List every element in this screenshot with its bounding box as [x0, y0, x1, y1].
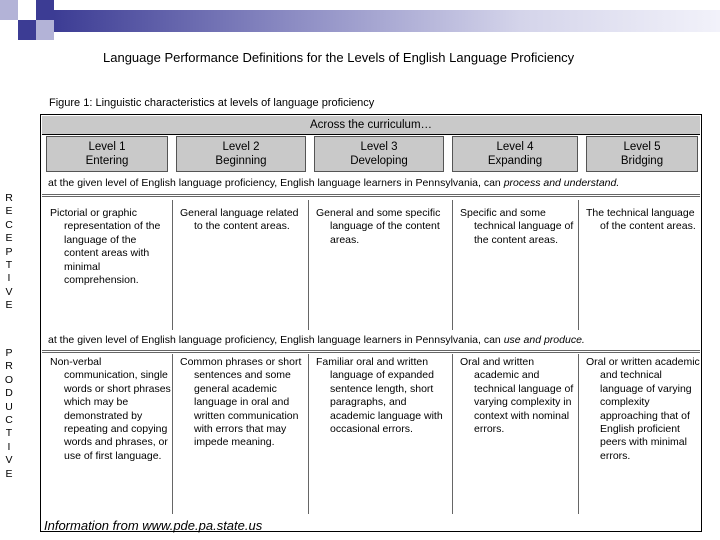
receptive-level-5-cell: The technical language of the content areas. — [586, 207, 696, 233]
productive-level-1-cell: Non-verbal communication, single words or short phrases which may be demonstrated by repeating and copying words and phrases, or use of first language. — [50, 356, 171, 462]
column-divider — [308, 200, 309, 330]
level-label: Developing — [350, 155, 408, 167]
level-3-header — [314, 136, 444, 172]
figure-caption: Figure 1: Linguistic characteristics at levels of language proficiency — [49, 97, 375, 109]
productive-level-2-cell: Common phrases or short sentences and some general academic language in oral and written communication with errors that may impede meaning. — [180, 356, 302, 449]
divider — [42, 352, 700, 353]
productive-level-3-cell: Familiar oral and written language of expanded sentence length, short paragraphs, and academic language with occasional errors. — [316, 356, 443, 436]
productive-level-5-cell: Oral or written academic and technical language of varying complexity approaching that of English proficient peers with minimal errors. — [586, 356, 700, 462]
level-label: Beginning — [215, 155, 267, 167]
receptive-row — [42, 207, 700, 327]
deco-square — [0, 0, 18, 20]
level-5-header — [586, 136, 698, 172]
column-divider — [172, 200, 173, 330]
receptive-level-4-cell: Specific and some technical language of the content areas. — [460, 207, 574, 246]
column-divider — [578, 354, 579, 514]
deco-square — [36, 20, 54, 40]
receptive-level-1-cell: Pictorial or graphic representation of the language of the content areas with minimal comprehension. — [50, 207, 161, 287]
level-number: Level 5 — [623, 141, 661, 153]
slide-title: Language Performance Definitions for the Levels of English Language Proficiency — [103, 50, 575, 65]
divider — [42, 350, 700, 351]
deco-square — [18, 0, 36, 20]
productive-row — [42, 356, 700, 506]
deco-square — [0, 20, 18, 40]
level-number: Level 1 — [88, 141, 126, 153]
receptive-level-2-cell: General language related to the content areas. — [180, 207, 299, 233]
receptive-subheading: at the given level of English language proficiency, English language learners in Pennsylvania, can process and understand. — [48, 177, 620, 189]
column-divider — [452, 200, 453, 330]
deco-gradient-bar — [54, 10, 720, 32]
level-header-row — [42, 136, 700, 174]
receptive-side-label: R E C E P T I V E — [5, 192, 13, 312]
productive-side-label: P R O D U C T I V E — [4, 347, 14, 480]
column-divider — [172, 354, 173, 514]
curriculum-banner: Across the curriculum… — [42, 116, 700, 135]
receptive-level-3-cell: General and some specific language of the content areas. — [316, 207, 441, 246]
level-1-header — [46, 136, 168, 172]
level-number: Level 3 — [360, 141, 398, 153]
deco-square — [36, 0, 54, 20]
level-label: Bridging — [620, 155, 664, 167]
productive-level-4-cell: Oral and written academic and technical language of varying complexity in context with nominal errors. — [460, 356, 574, 436]
source-footer: Information from www.pde.pa.state.us — [44, 518, 263, 533]
column-divider — [308, 354, 309, 514]
deco-square — [18, 20, 36, 40]
header-decoration — [0, 0, 720, 40]
productive-subheading: at the given level of English language proficiency, English language learners in Pennsylvania, can use and produce. — [48, 334, 585, 346]
column-divider — [578, 200, 579, 330]
column-divider — [452, 354, 453, 514]
level-number: Level 4 — [496, 141, 534, 153]
level-label: Expanding — [487, 155, 543, 167]
level-2-header — [176, 136, 306, 172]
divider — [42, 194, 700, 195]
level-label: Entering — [85, 155, 129, 167]
divider — [42, 196, 700, 197]
level-4-header — [452, 136, 578, 172]
level-number: Level 2 — [222, 141, 260, 153]
